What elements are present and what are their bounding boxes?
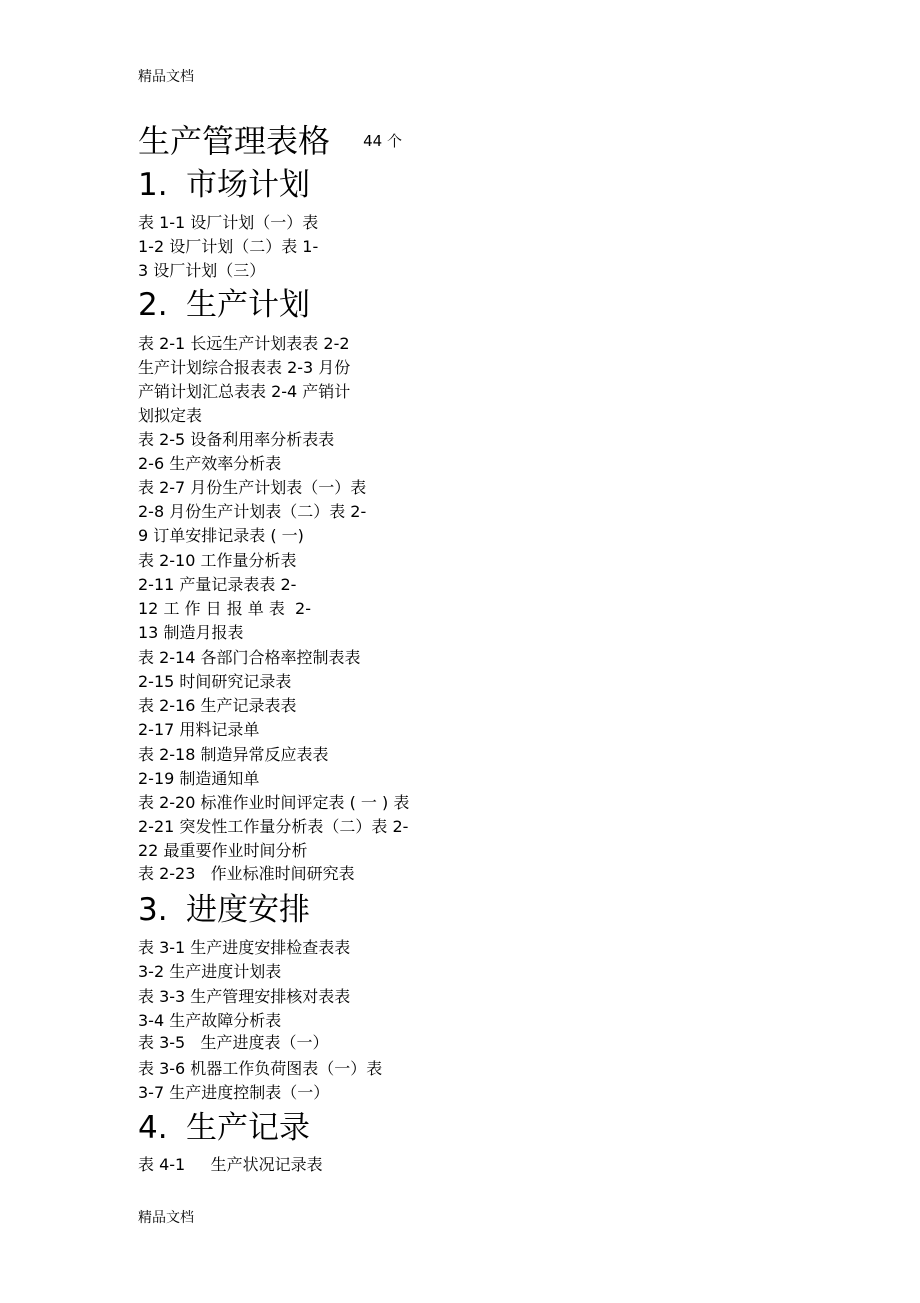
- list-item: 22 最重要作业时间分析: [138, 841, 308, 860]
- list-item: 3-4 生产故障分析表: [138, 1011, 282, 1030]
- footer-watermark: 精品文档: [138, 1210, 194, 1226]
- list-item: 2-15 时间研究记录表: [138, 672, 292, 691]
- list-item: 表 2-5 设备利用率分析表表: [138, 430, 335, 449]
- header-watermark: 精品文档: [138, 69, 194, 85]
- section-number: 2.: [138, 287, 168, 323]
- list-item: 2-6 生产效率分析表: [138, 454, 282, 473]
- list-item: 表 3-3 生产管理安排核对表表: [138, 987, 351, 1006]
- list-item: 划拟定表: [138, 406, 203, 425]
- section-title: 市场计划: [186, 167, 310, 203]
- section-title: 进度安排: [186, 892, 310, 928]
- list-item: 表 4-1 生产状况记录表: [138, 1155, 323, 1174]
- section-heading: [138, 285, 310, 325]
- list-item: 表 2-20 标准作业时间评定表 ( 一 ) 表: [138, 793, 410, 812]
- section-number: 4.: [138, 1110, 168, 1146]
- section-title: 生产记录: [186, 1110, 310, 1146]
- list-item: 表 2-1 长远生产计划表表 2-2: [138, 334, 350, 353]
- list-item: 3-7 生产进度控制表（一）: [138, 1083, 330, 1102]
- list-item: 2-19 制造通知单: [138, 769, 260, 788]
- list-item: 3 设厂计划（三）: [138, 261, 266, 280]
- document-title: 生产管理表格: [138, 122, 331, 160]
- list-item: 表 2-18 制造异常反应表表: [138, 745, 329, 764]
- list-item: 2-8 月份生产计划表（二）表 2-: [138, 502, 367, 521]
- list-item: 2-17 用料记录单: [138, 720, 260, 739]
- list-item: 表 2-14 各部门合格率控制表表: [138, 648, 361, 667]
- section-heading: [138, 1108, 310, 1148]
- list-item: 生产计划综合报表表 2-3 月份: [138, 358, 351, 377]
- table-count: 44 个: [363, 132, 402, 150]
- section-heading: [138, 890, 310, 930]
- list-item: 2-21 突发性工作量分析表（二）表 2-: [138, 817, 409, 836]
- list-item: 3-2 生产进度计划表: [138, 962, 282, 981]
- list-item: 表 3-5 生产进度表（一）: [138, 1033, 329, 1052]
- list-item: 表 3-6 机器工作负荷图表（一）表: [138, 1059, 383, 1078]
- list-item: 2-11 产量记录表表 2-: [138, 575, 297, 594]
- section-title: 生产计划: [186, 287, 310, 323]
- list-item: 表 1-1 设厂计划（一）表: [138, 213, 319, 232]
- list-item: 表 2-23 作业标准时间研究表: [138, 864, 355, 883]
- section-number: 1.: [138, 167, 168, 203]
- list-item: 产销计划汇总表表 2-4 产销计: [138, 382, 351, 401]
- section-number: 3.: [138, 892, 168, 928]
- list-item: 表 2-7 月份生产计划表（一）表: [138, 478, 367, 497]
- list-item: 13 制造月报表: [138, 623, 244, 642]
- list-item: 表 2-16 生产记录表表: [138, 696, 297, 715]
- section-heading: [138, 165, 310, 205]
- list-item: 12 工 作 日 报 单 表 2-: [138, 599, 312, 618]
- list-item: 1-2 设厂计划（二）表 1-: [138, 237, 319, 256]
- list-item: 表 2-10 工作量分析表: [138, 551, 297, 570]
- list-item: 9 订单安排记录表 ( 一): [138, 526, 304, 545]
- list-item: 表 3-1 生产进度安排检查表表: [138, 938, 351, 957]
- document-title-row: [138, 120, 402, 162]
